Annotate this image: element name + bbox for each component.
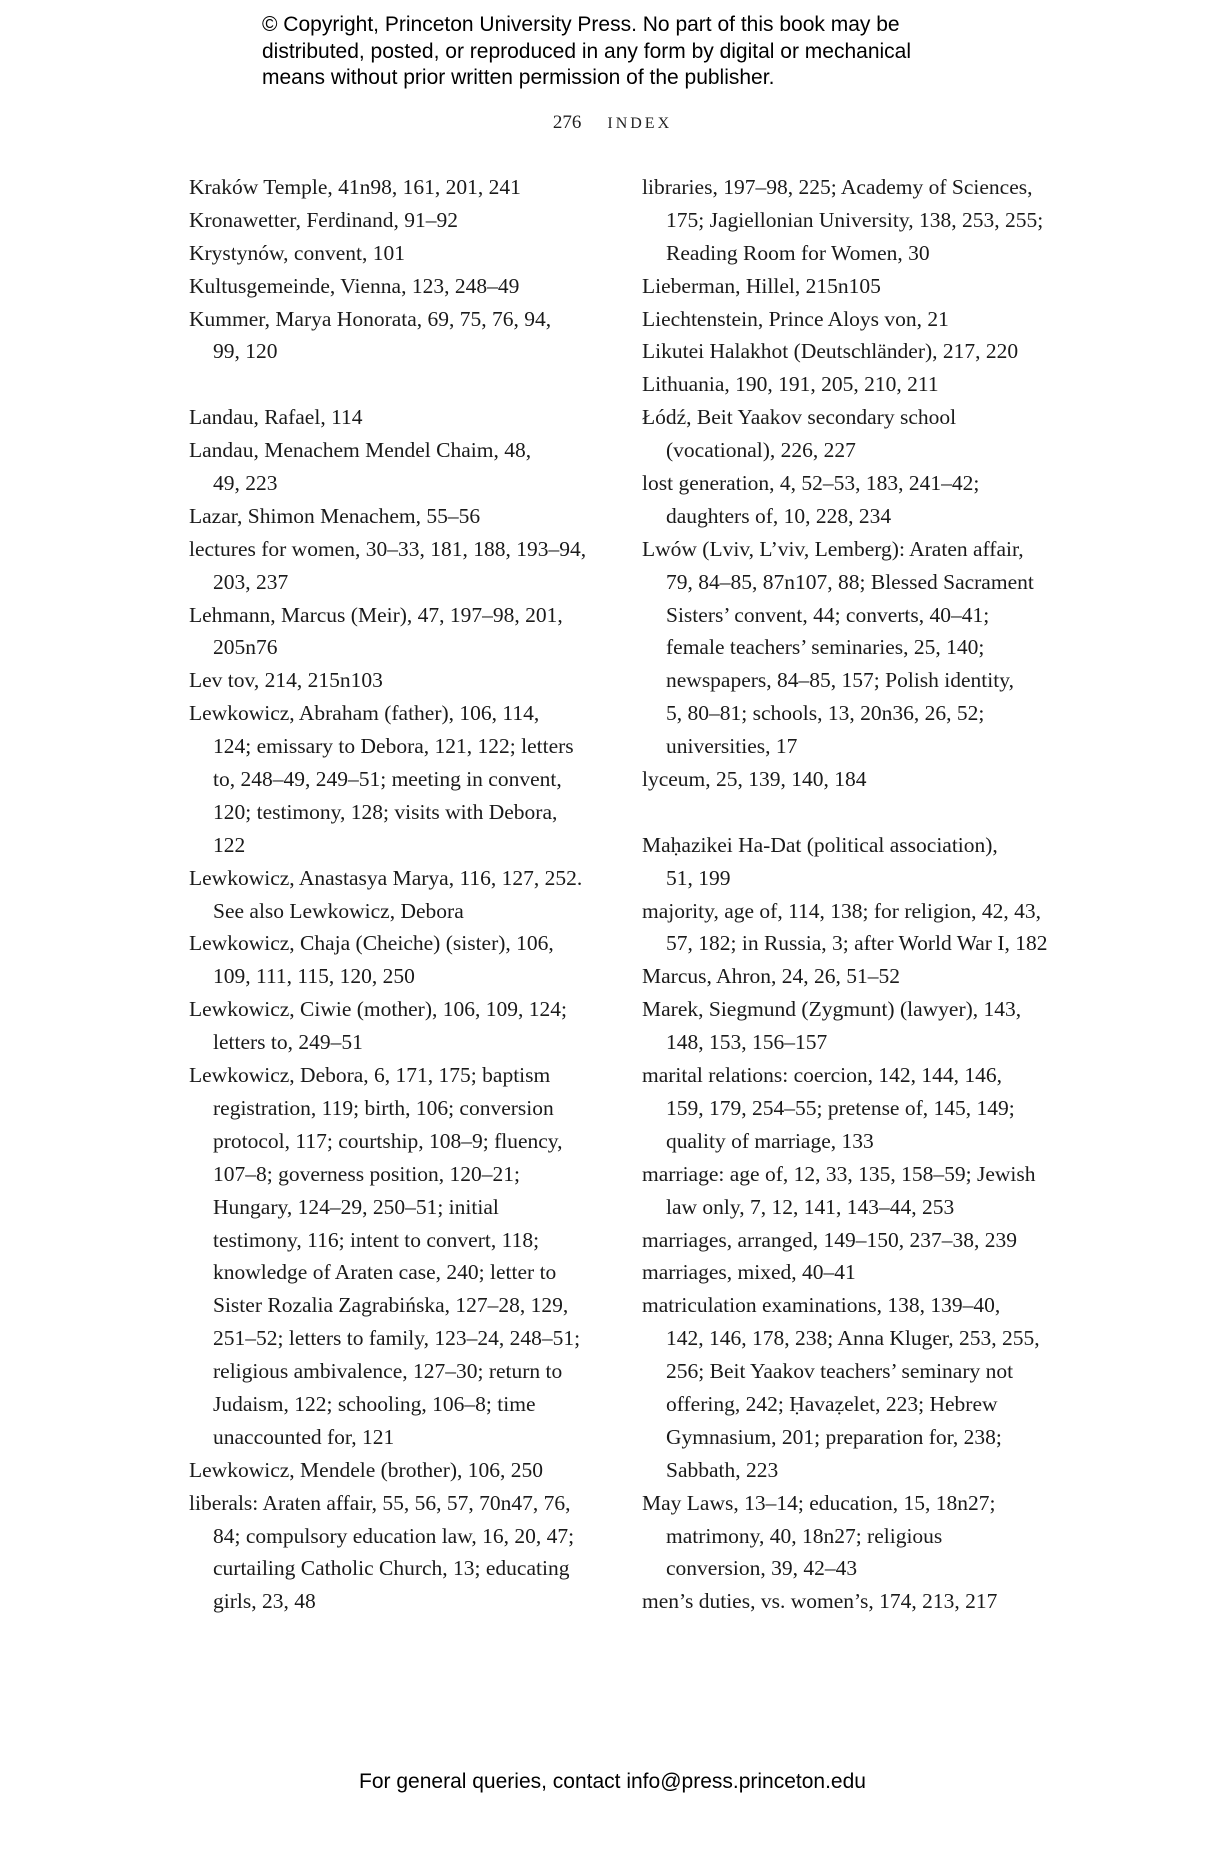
page-title: INDEX [607,115,673,132]
index-line: Lazar, Shimon Menachem, 55–56 [189,503,481,528]
index-line: 120; testimony, 128; visits with Debora, [213,799,558,824]
index-line: Marcus, Ahron, 24, 26, 51–52 [642,964,900,989]
index-line: Lewkowicz, Ciwie (mother), 106, 109, 124; [189,997,567,1022]
index-line: Kummer, Marya Honorata, 69, 75, 76, 94, [189,306,552,331]
index-line: Lehmann, Marcus (Meir), 47, 197–98, 201, [189,602,563,627]
index-line: (vocational), 226, 227 [666,438,856,463]
index-line: curtailing Catholic Church, 13; educating [213,1556,570,1581]
index-line: Maḥazikei Ha-Dat (political association), [642,832,998,857]
index-line: Likutei Halakhot (Deutschländer), 217, 220 [642,339,1019,364]
index-line: Lithuania, 190, 191, 205, 210, 211 [642,372,939,397]
index-line: 109, 111, 115, 120, 250 [213,964,415,989]
copyright-line: distributed, posted, or reproduced in any form by digital or mechanical [262,39,912,63]
index-line: 49, 223 [213,471,278,496]
index-line: law only, 7, 12, 141, 143–44, 253 [666,1194,955,1219]
index-line: lost generation, 4, 52–53, 183, 241–42; [642,471,980,496]
index-line: girls, 23, 48 [213,1589,316,1614]
index-line: universities, 17 [666,734,798,759]
index-line: liberals: Araten affair, 55, 56, 57, 70n47, 76, [189,1490,571,1515]
index-line: daughters of, 10, 228, 234 [666,503,892,528]
index-line: 175; Jagiellonian University, 138, 253, 255; [666,207,1044,232]
index-line: 148, 153, 156–157 [666,1030,828,1055]
index-line: marriages, mixed, 40–41 [642,1260,856,1285]
index-line: Lieberman, Hillel, 215n105 [642,273,881,298]
index-line: matriculation examinations, 138, 139–40, [642,1293,1001,1318]
running-head [0,112,1225,134]
index-line: Landau, Menachem Mendel Chaim, 48, [189,438,532,463]
index-line: 203, 237 [213,569,289,594]
index-line: Kronawetter, Ferdinand, 91–92 [189,207,459,232]
index-line: Krystynów, convent, 101 [189,240,405,265]
index-line: 5, 80–81; schools, 13, 20n36, 26, 52; [666,701,985,726]
index-line: May Laws, 13–14; education, 15, 18n27; [642,1490,996,1515]
index-line: Marek, Siegmund (Zygmunt) (lawyer), 143, [642,997,1022,1022]
index-line: letters to, 249–51 [213,1030,363,1055]
index-line: Lewkowicz, Abraham (father), 106, 114, [189,701,540,726]
copyright-line: means without prior written permission of the publisher. [262,66,775,89]
index-line: matrimony, 40, 18n27; religious [666,1523,943,1548]
index-line: marriages, arranged, 149–150, 237–38, 239 [642,1227,1017,1252]
index-line: to, 248–49, 249–51; meeting in convent, [213,767,562,792]
index-line: 142, 146, 178, 238; Anna Kluger, 253, 255, [666,1326,1040,1351]
index-line: female teachers’ seminaries, 25, 140; [666,635,985,660]
section-gap [642,796,1062,829]
index-column-left [189,171,609,1618]
index-line: Lewkowicz, Anastasya Marya, 116, 127, 252. [189,865,583,890]
index-line: 124; emissary to Debora, 121, 122; letters [213,734,574,759]
index-line: majority, age of, 114, 138; for religion, 42, 43, [642,898,1042,923]
index-line: Lewkowicz, Debora, 6, 171, 175; baptism [189,1063,551,1088]
index-line: unaccounted for, 121 [213,1424,395,1449]
index-line: Hungary, 124–29, 250–51; initial [213,1194,499,1219]
index-line: 51, 199 [666,865,731,890]
index-line: offering, 242; Ḥavaẓelet, 223; Hebrew [666,1391,998,1416]
index-line: quality of marriage, 133 [666,1128,874,1153]
index-line: Lewkowicz, Chaja (Cheiche) (sister), 106, [189,931,554,956]
index-line: Landau, Rafael, 114 [189,405,363,430]
index-line: Łódź, Beit Yaakov secondary school [642,405,957,430]
index-line: See also Lewkowicz, Debora [213,898,464,923]
index-line: protocol, 117; courtship, 108–9; fluency, [213,1128,563,1153]
index-line: Kultusgemeinde, Vienna, 123, 248–49 [189,273,520,298]
index-line: marriage: age of, 12, 33, 135, 158–59; Jewish [642,1161,1036,1186]
index-line: 79, 84–85, 87n107, 88; Blessed Sacrament [666,569,1034,594]
index-line: 107–8; governess position, 120–21; [213,1161,520,1186]
copyright-notice [262,12,1022,92]
index-line: 251–52; letters to family, 123–24, 248–51; [213,1326,581,1351]
page-number: 276 [552,112,582,133]
index-line: lyceum, 25, 139, 140, 184 [642,767,867,792]
index-line: Lewkowicz, Mendele (brother), 106, 250 [189,1457,544,1482]
index-line: 99, 120 [213,339,278,364]
copyright-line: © Copyright, Princeton University Press. No part of this book may be [262,13,900,36]
index-column-right [642,171,1062,1618]
index-line: Reading Room for Women, 30 [666,240,930,265]
footer-contact: For general queries, contact info@press.princeton.edu [359,1770,866,1793]
index-line: Sister Rozalia Zagrabińska, 127–28, 129, [213,1293,569,1318]
index-line: 256; Beit Yaakov teachers’ seminary not [666,1359,1014,1384]
index-line: registration, 119; birth, 106; conversion [213,1095,554,1120]
index-line: 57, 182; in Russia, 3; after World War I, 182 [666,931,1048,956]
index-line: conversion, 39, 42–43 [666,1556,858,1581]
index-line: newspapers, 84–85, 157; Polish identity, [666,668,1014,693]
index-line: 159, 179, 254–55; pretense of, 145, 149; [666,1095,1015,1120]
index-line: knowledge of Araten case, 240; letter to [213,1260,557,1285]
index-line: religious ambivalence, 127–30; return to [213,1359,563,1384]
index-line: Gymnasium, 201; preparation for, 238; [666,1424,1002,1449]
index-line: marital relations: coercion, 142, 144, 146, [642,1063,1003,1088]
index-line: Lwów (Lviv, L’viv, Lemberg): Araten affair, [642,536,1024,561]
index-line: Sisters’ convent, 44; converts, 40–41; [666,602,990,627]
index-line: Liechtenstein, Prince Aloys von, 21 [642,306,949,331]
section-gap [189,368,609,401]
index-line: libraries, 197–98, 225; Academy of Sciences, [642,175,1033,199]
index-line: 205n76 [213,635,278,660]
index-line: lectures for women, 30–33, 181, 188, 193–94, [189,536,587,561]
index-line: Sabbath, 223 [666,1457,779,1482]
index-line: 122 [213,832,246,857]
index-line: Judaism, 122; schooling, 106–8; time [213,1391,536,1416]
index-line: Lev tov, 214, 215n103 [189,668,383,693]
index-line: Kraków Temple, 41n98, 161, 201, 241 [189,175,521,199]
index-line: men’s duties, vs. women’s, 174, 213, 217 [642,1589,998,1614]
index-line: 84; compulsory education law, 16, 20, 47; [213,1523,575,1548]
index-line: testimony, 116; intent to convert, 118; [213,1227,540,1252]
